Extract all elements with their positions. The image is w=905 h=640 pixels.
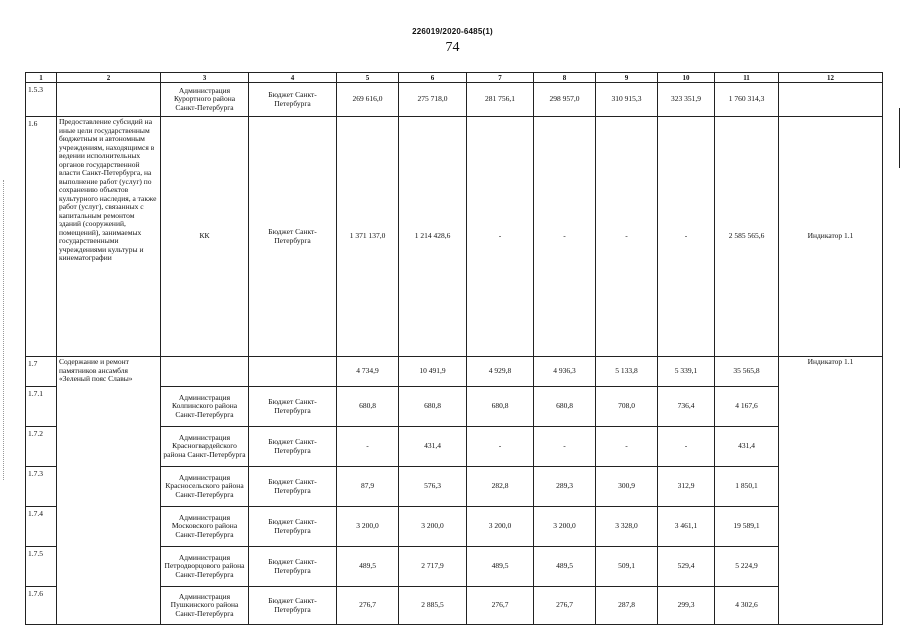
row-source: Бюджет Санкт-Петербурга	[249, 587, 337, 625]
value-cell: 269 616,0	[337, 83, 399, 117]
row-number: 1.7.3	[26, 467, 57, 507]
value-cell: 276,7	[337, 587, 399, 625]
value-cell: 509,1	[596, 547, 658, 587]
value-cell: -	[534, 427, 596, 467]
value-cell: 3 200,0	[467, 507, 534, 547]
value-cell: 680,8	[467, 387, 534, 427]
value-cell: 289,3	[534, 467, 596, 507]
col-header: 6	[399, 73, 467, 83]
value-cell: 276,7	[534, 587, 596, 625]
value-cell: 5 224,9	[715, 547, 779, 587]
col-header: 3	[161, 73, 249, 83]
value-cell: 3 328,0	[596, 507, 658, 547]
table-row	[26, 83, 883, 117]
value-cell: 1 850,1	[715, 467, 779, 507]
value-cell: 576,3	[399, 467, 467, 507]
row-source: Бюджет Санкт-Петербурга	[249, 117, 337, 357]
value-cell: 5 133,8	[596, 357, 658, 387]
row-name	[57, 83, 161, 117]
row-indicator	[779, 83, 883, 117]
value-cell: 35 565,8	[715, 357, 779, 387]
value-cell: 312,9	[658, 467, 715, 507]
value-cell: 281 756,1	[467, 83, 534, 117]
row-number: 1.7.5	[26, 547, 57, 587]
value-cell: 3 200,0	[337, 507, 399, 547]
col-header: 8	[534, 73, 596, 83]
row-indicator: Индикатор 1.1	[779, 357, 883, 625]
col-header: 11	[715, 73, 779, 83]
value-cell: 4 936,3	[534, 357, 596, 387]
value-cell: 10 491,9	[399, 357, 467, 387]
row-source: Бюджет Санкт-Петербурга	[249, 427, 337, 467]
col-header: 9	[596, 73, 658, 83]
value-cell: 300,9	[596, 467, 658, 507]
row-executor	[161, 357, 249, 387]
value-cell: 87,9	[337, 467, 399, 507]
col-header: 4	[249, 73, 337, 83]
value-cell: 1 371 137,0	[337, 117, 399, 357]
value-cell: -	[658, 117, 715, 357]
col-header: 7	[467, 73, 534, 83]
value-cell: 2 717,9	[399, 547, 467, 587]
value-cell: 323 351,9	[658, 83, 715, 117]
value-cell: 431,4	[715, 427, 779, 467]
row-source: Бюджет Санкт-Петербурга	[249, 547, 337, 587]
value-cell: 4 302,6	[715, 587, 779, 625]
value-cell: 708,0	[596, 387, 658, 427]
value-cell: 19 589,1	[715, 507, 779, 547]
value-cell: 3 200,0	[534, 507, 596, 547]
row-source	[249, 357, 337, 387]
value-cell: 529,4	[658, 547, 715, 587]
value-cell: -	[467, 117, 534, 357]
value-cell: 299,3	[658, 587, 715, 625]
row-executor: Администрация Московского района Санкт-Петербурга	[161, 507, 249, 547]
row-number: 1.7	[26, 357, 57, 387]
value-cell: 489,5	[467, 547, 534, 587]
value-cell: 680,8	[399, 387, 467, 427]
value-cell: 1 760 314,3	[715, 83, 779, 117]
col-header: 5	[337, 73, 399, 83]
value-cell: 3 461,1	[658, 507, 715, 547]
value-cell: 431,4	[399, 427, 467, 467]
value-cell: 4 929,8	[467, 357, 534, 387]
scan-edge-marks	[3, 180, 10, 480]
row-executor: Администрация Красногвардейского района Санкт-Петербурга	[161, 427, 249, 467]
value-cell: 287,8	[596, 587, 658, 625]
value-cell: 276,7	[467, 587, 534, 625]
col-header: 12	[779, 73, 883, 83]
row-source: Бюджет Санкт-Петербурга	[249, 467, 337, 507]
row-executor: Администрация Колпинского района Санкт-Петербурга	[161, 387, 249, 427]
row-source: Бюджет Санкт-Петербурга	[249, 83, 337, 117]
col-header: 10	[658, 73, 715, 83]
row-executor: Администрация Петродворцового района Санкт-Петербурга	[161, 547, 249, 587]
value-cell: 680,8	[534, 387, 596, 427]
value-cell: 310 915,3	[596, 83, 658, 117]
value-cell: 2 585 565,6	[715, 117, 779, 357]
row-executor: Администрация Курортного района Санкт-Петербурга	[161, 83, 249, 117]
value-cell: -	[534, 117, 596, 357]
margin-line	[899, 108, 900, 168]
value-cell: 282,8	[467, 467, 534, 507]
value-cell: 3 200,0	[399, 507, 467, 547]
value-cell: 298 957,0	[534, 83, 596, 117]
row-number: 1.7.1	[26, 387, 57, 427]
value-cell: 736,4	[658, 387, 715, 427]
value-cell: 2 885,5	[399, 587, 467, 625]
row-source: Бюджет Санкт-Петербурга	[249, 387, 337, 427]
program-table	[25, 72, 883, 625]
value-cell: -	[658, 427, 715, 467]
value-cell: 489,5	[534, 547, 596, 587]
page-number: 74	[445, 40, 460, 55]
value-cell: 4 734,9	[337, 357, 399, 387]
col-header: 2	[57, 73, 161, 83]
value-cell: 1 214 428,6	[399, 117, 467, 357]
row-executor: Администрация Пушкинского района Санкт-Петербурга	[161, 587, 249, 625]
value-cell: 4 167,6	[715, 387, 779, 427]
value-cell: 489,5	[337, 547, 399, 587]
row-number: 1.5.3	[26, 83, 57, 117]
row-number: 1.7.2	[26, 427, 57, 467]
row-name: Предоставление субсидий на иные цели государственным бюджетным и автономным учреждениям, находящимся в ведении исполнительных органов государственной власти Санкт-Петербурга, на выполнение работ (услуг) по сохранению объектов культурного наследия, а также работ (услуг), связанных с капитальным ремонтом зданий (сооружений, помещений), занимаемых государственными учреждениями культуры и кинематографии	[57, 117, 161, 357]
value-cell: -	[596, 117, 658, 357]
value-cell: 275 718,0	[399, 83, 467, 117]
row-number: 1.6	[26, 117, 57, 357]
table-row	[26, 357, 883, 387]
row-executor: КК	[161, 117, 249, 357]
row-number: 1.7.6	[26, 587, 57, 625]
table-row	[26, 117, 883, 357]
value-cell: -	[337, 427, 399, 467]
row-executor: Администрация Красносельского района Санкт-Петербурга	[161, 467, 249, 507]
value-cell: 680,8	[337, 387, 399, 427]
col-header: 1	[26, 73, 57, 83]
document-number: 226019/2020-6485(1)	[412, 27, 493, 36]
row-name: Содержание и ремонт памятников ансамбля «Зеленый пояс Славы»	[57, 357, 161, 625]
value-cell: 5 339,1	[658, 357, 715, 387]
header-row	[26, 73, 883, 83]
row-number: 1.7.4	[26, 507, 57, 547]
value-cell: -	[596, 427, 658, 467]
row-source: Бюджет Санкт-Петербурга	[249, 507, 337, 547]
value-cell: -	[467, 427, 534, 467]
row-indicator: Индикатор 1.1	[779, 117, 883, 357]
